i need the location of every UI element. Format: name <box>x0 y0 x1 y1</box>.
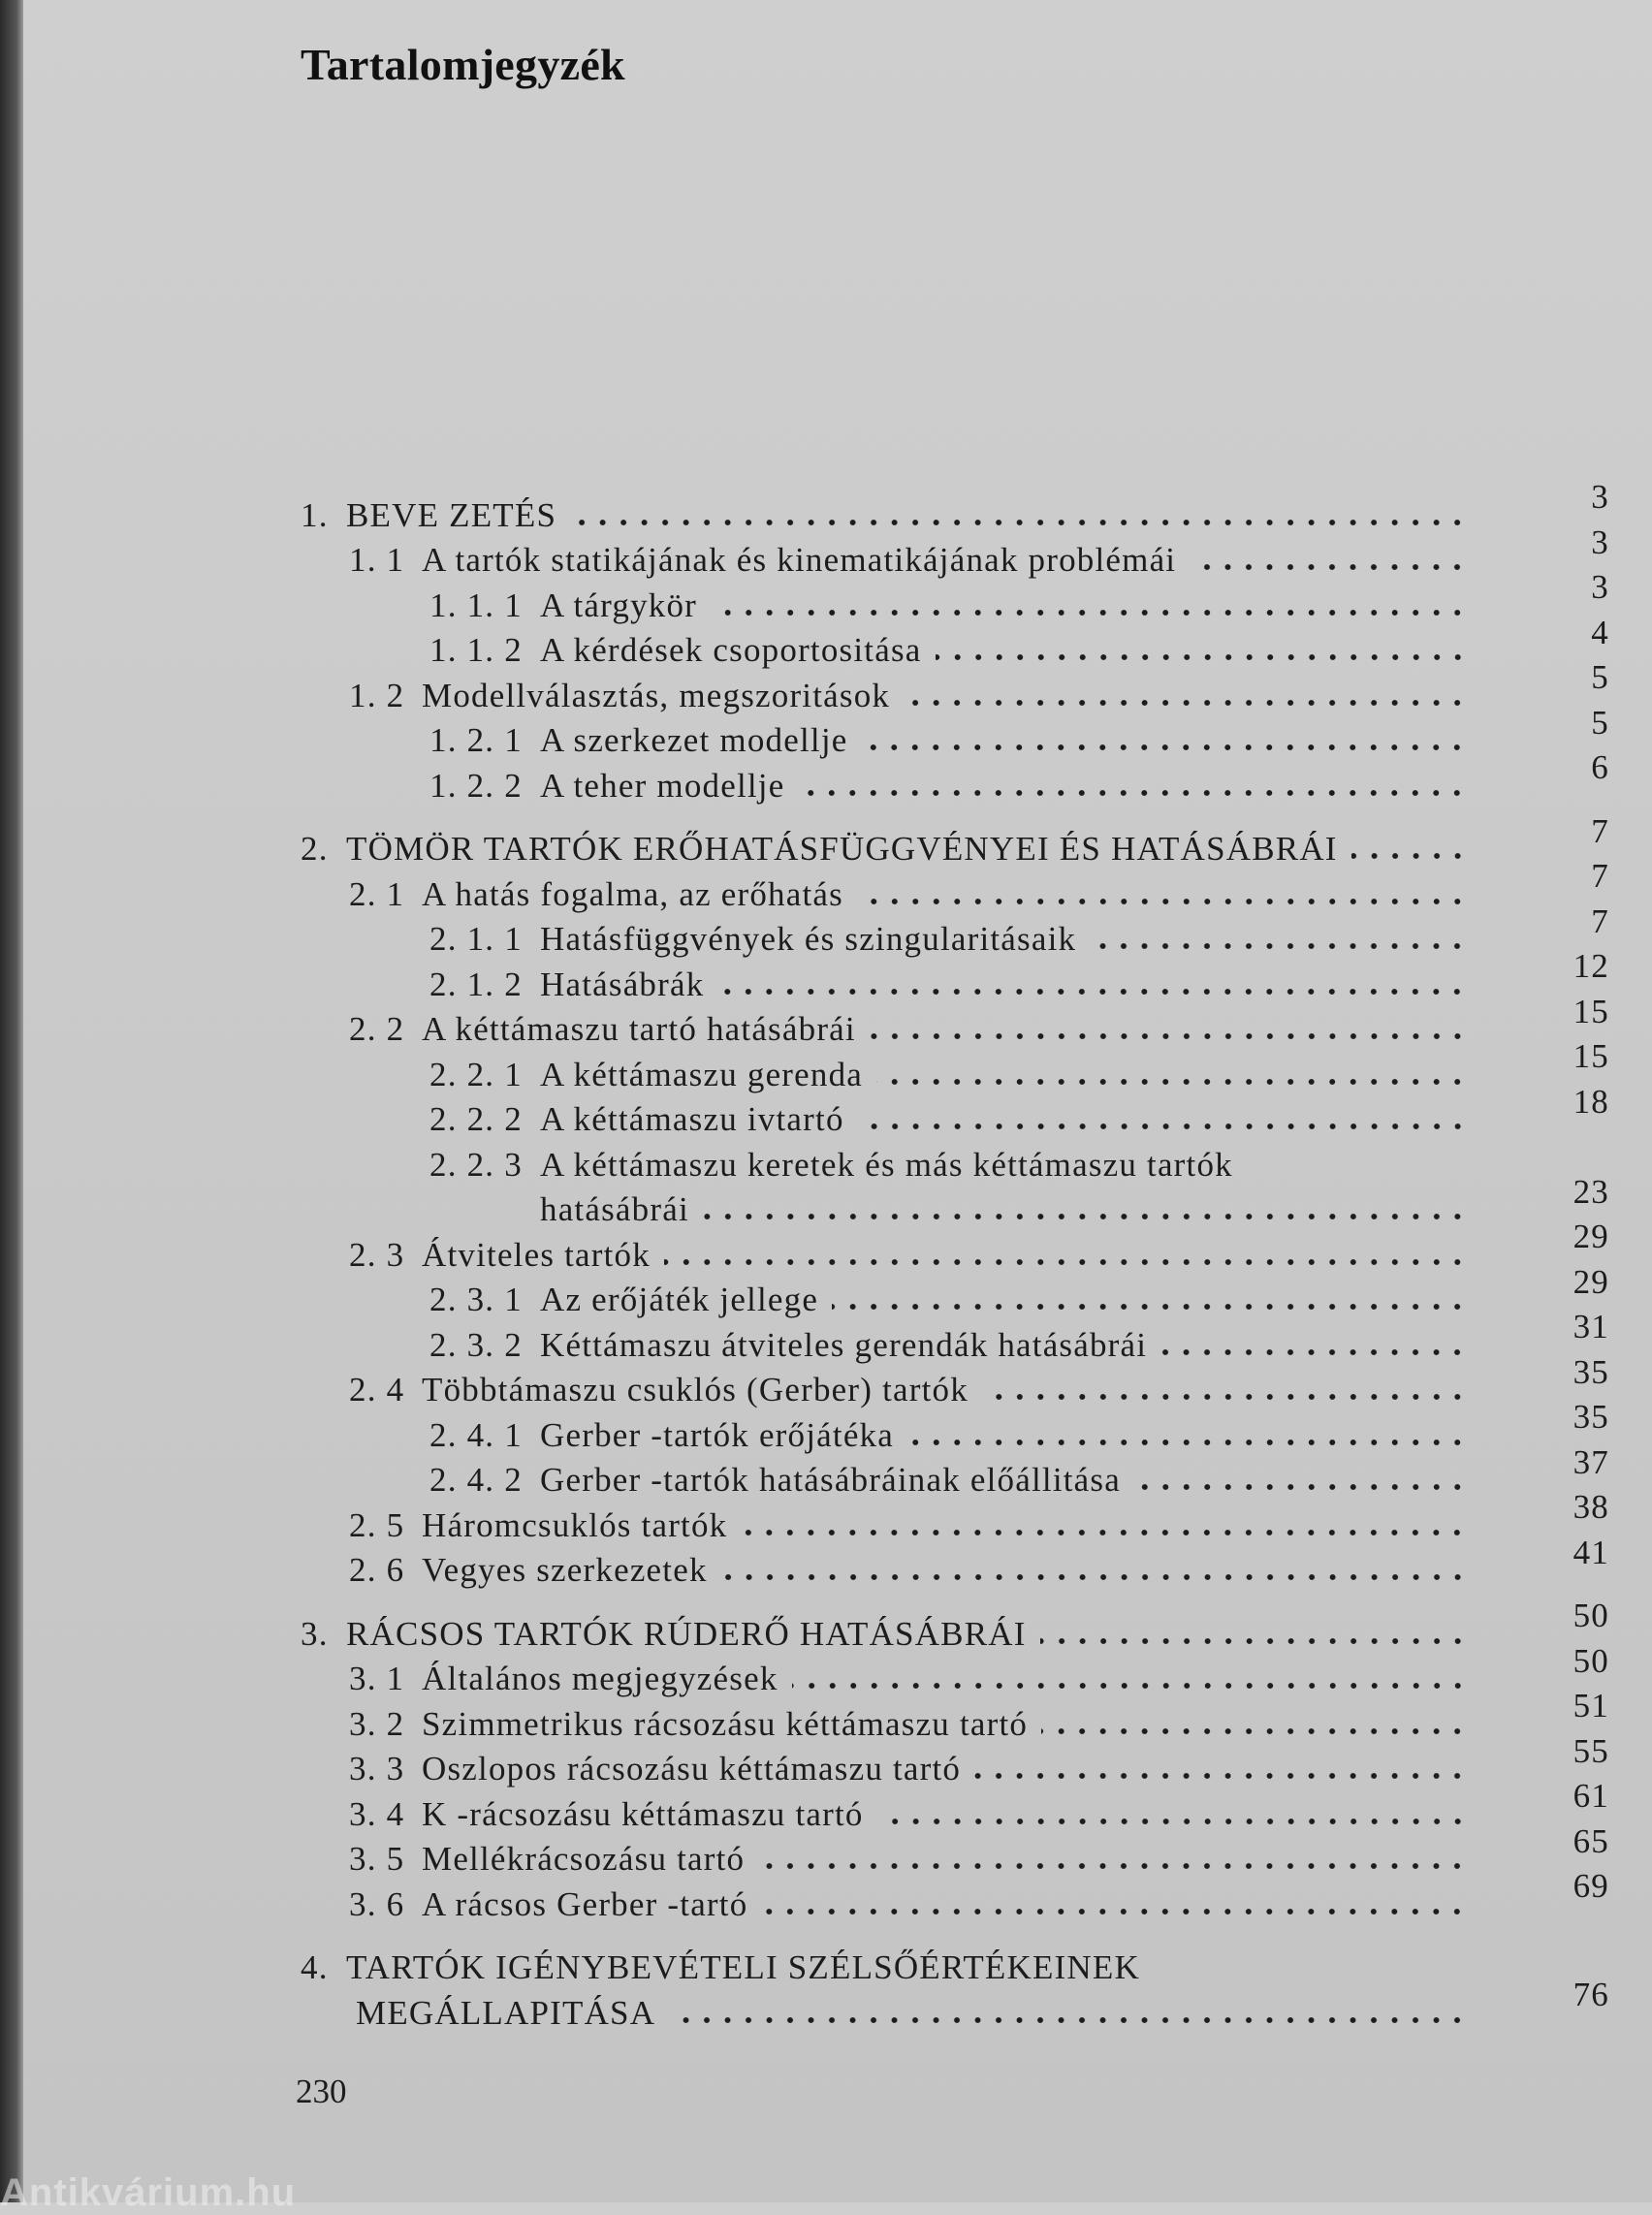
entry-label <box>429 920 1090 959</box>
entry-page: 15 <box>1573 1037 1609 1075</box>
entry-page: 7 <box>1591 902 1609 940</box>
entry-title: Hatásábrák <box>540 965 705 1003</box>
toc-entry[interactable] <box>0 568 1652 625</box>
entry-page: 65 <box>1573 1821 1609 1860</box>
entry-title: Átviteles tartók <box>422 1235 651 1274</box>
entry-label <box>349 1660 792 1698</box>
entry-page: 50 <box>1573 1597 1609 1634</box>
entry-number: 3. <box>301 1614 329 1653</box>
dot-leader <box>877 1817 1468 1826</box>
entry-page: 5 <box>1591 658 1609 696</box>
toc-entry[interactable] <box>0 902 1652 960</box>
entry-number: 2. 4 <box>349 1371 405 1408</box>
entry-title: A kérdések csoportositása <box>540 631 922 669</box>
entry-title: Általános megjegyzések <box>422 1660 778 1697</box>
toc-entry[interactable] <box>0 478 1652 535</box>
entry-title: TÖMÖR TARTÓK ERŐHATÁSFÜGGVÉNYEI ÉS HATÁSÁBRÁI <box>346 830 1338 868</box>
dot-leader <box>982 1392 1468 1402</box>
entry-page: 61 <box>1573 1777 1609 1815</box>
entry-number: 2. 2 <box>349 1010 405 1048</box>
entry-number: 2. 4. 1 <box>429 1415 523 1454</box>
dot-leader <box>861 743 1468 752</box>
entry-number: 2. 1. 1 <box>429 920 523 958</box>
toc-entry[interactable] <box>0 1867 1652 1924</box>
entry-number: 3. 4 <box>349 1794 405 1833</box>
toc-entry[interactable] <box>0 1308 1652 1365</box>
dot-leader <box>703 1212 1468 1221</box>
entry-number: 1. 1 <box>349 541 405 579</box>
toc-entry[interactable] <box>0 613 1652 671</box>
toc-entry[interactable] <box>0 1352 1652 1410</box>
toc-entry[interactable] <box>0 1082 1652 1140</box>
page-number: 230 <box>296 2073 347 2110</box>
entry-label <box>301 1948 1154 1987</box>
entry-page: 23 <box>1573 1172 1609 1211</box>
entry-number: 1. 2 <box>349 676 405 714</box>
toc-entry[interactable] <box>0 1687 1652 1744</box>
entry-title: A rácsos Gerber -tartó <box>422 1884 748 1923</box>
entry-label <box>429 767 798 806</box>
toc-entry[interactable] <box>0 703 1652 761</box>
entry-label <box>429 631 936 670</box>
entry-title: Vegyes szerkezetek <box>422 1551 708 1589</box>
entry-page: 35 <box>1573 1398 1609 1436</box>
entry-label <box>301 1615 1040 1654</box>
entry-number: 2. 2. 2 <box>429 1100 523 1138</box>
dot-leader <box>870 1031 1468 1041</box>
toc-entry[interactable] <box>0 811 1652 870</box>
entry-number: 1. <box>301 495 329 534</box>
entry-label <box>429 1100 858 1139</box>
entry-page: 7 <box>1591 857 1609 895</box>
entry-page: 3 <box>1591 568 1609 606</box>
entry-title: A kéttámaszu ivtartó <box>540 1100 844 1138</box>
dot-leader <box>758 1861 1468 1871</box>
entry-title: RÁCSOS TARTÓK RÚDERŐ HATÁSÁBRÁI <box>346 1614 1027 1653</box>
entry-title: A kéttámaszu gerenda <box>540 1055 864 1093</box>
page-title: Tartalomjegyzék <box>301 40 625 89</box>
dot-leader <box>1134 1482 1468 1492</box>
entry-title: A hatás fogalma, az erőhatás <box>422 874 843 913</box>
entry-title: Gerber -tartók hatásábráinak előállitása <box>540 1461 1121 1499</box>
entry-label <box>349 1795 877 1834</box>
entry-label <box>429 586 711 625</box>
dot-leader <box>721 1572 1468 1582</box>
entry-label <box>349 541 1190 580</box>
entry-number: 1. 2. 1 <box>429 721 523 759</box>
dot-leader <box>798 788 1468 798</box>
entry-title: A kéttámaszu keretek és más kéttámaszu tartók <box>540 1145 1233 1184</box>
entry-label <box>429 965 717 1004</box>
toc-entry[interactable] <box>0 1641 1652 1699</box>
entry-title: Az erőjáték jellege <box>540 1281 819 1318</box>
entry-title: Többtámaszu csuklós (Gerber) tartók <box>422 1371 969 1408</box>
entry-label <box>429 1281 832 1319</box>
toc-entry[interactable] <box>0 1777 1652 1834</box>
entry-page: 3 <box>1591 478 1609 516</box>
entry-title: Gerber -tartók erőjátéka <box>540 1415 894 1454</box>
entry-label <box>349 1236 664 1275</box>
dot-leader <box>1090 941 1468 951</box>
entry-number: 2. 3. 2 <box>429 1325 523 1364</box>
entry-title: Kéttámaszu átviteles gerendák hatásábrái <box>540 1325 1148 1364</box>
toc-entry[interactable] <box>0 947 1652 1004</box>
entry-number: 2. 3 <box>349 1235 405 1274</box>
entry-title: A kéttámaszu tartó hatásábrái <box>422 1010 856 1048</box>
dot-leader <box>904 698 1468 708</box>
entry-page: 5 <box>1591 703 1609 742</box>
entry-title: A tartók statikájának és kinematikájának problémái <box>422 541 1177 579</box>
toc-entry[interactable] <box>0 1533 1652 1591</box>
entry-label <box>349 1010 870 1049</box>
toc-entry[interactable] <box>0 1731 1652 1789</box>
entry-number: 3. 6 <box>349 1884 405 1923</box>
entry-title: Szimmetrikus rácsozásu kéttámaszu tartó <box>422 1704 1029 1743</box>
dot-leader <box>1190 562 1468 572</box>
entry-label <box>429 1461 1134 1500</box>
dot-leader <box>1040 1636 1468 1646</box>
entry-title: Oszlopos rácsozásu kéttámaszu tartó <box>422 1750 962 1788</box>
toc-entry[interactable] <box>0 992 1652 1050</box>
entry-label <box>349 1551 721 1590</box>
toc-entry[interactable] <box>0 1597 1652 1654</box>
entry-label <box>429 1326 1160 1365</box>
dot-leader <box>669 2015 1468 2025</box>
toc-entry[interactable] <box>0 1218 1652 1275</box>
toc-entry-continuation <box>0 1976 1652 2033</box>
dot-leader <box>664 1257 1468 1267</box>
entry-page: 29 <box>1573 1262 1609 1301</box>
entry-number: 2. 3. 1 <box>429 1281 523 1318</box>
entry-page: 31 <box>1573 1308 1609 1345</box>
dot-leader <box>857 897 1468 906</box>
entry-label <box>301 496 570 535</box>
toc-entry[interactable] <box>0 1037 1652 1094</box>
toc-entry[interactable] <box>0 1488 1652 1545</box>
entry-title-continuation: hatásábrái <box>540 1190 689 1228</box>
entry-page: 29 <box>1573 1218 1609 1255</box>
entry-label <box>429 1416 907 1455</box>
toc-entry[interactable] <box>0 1821 1652 1880</box>
toc-entry[interactable] <box>0 522 1652 581</box>
watermark: Antikvárium.hu <box>0 2171 297 2214</box>
dot-leader <box>876 1077 1468 1087</box>
entry-label <box>349 1705 1041 1744</box>
toc-entry[interactable] <box>0 1442 1652 1501</box>
entry-number: 2. 2. 3 <box>429 1145 523 1184</box>
entry-label <box>429 721 861 760</box>
toc-entry[interactable] <box>0 1139 1652 1185</box>
dot-leader <box>858 1122 1468 1131</box>
entry-number: 4. <box>301 1948 329 1986</box>
entry-title-continuation: MEGÁLLAPITÁSA <box>356 1993 656 2032</box>
entry-page: 3 <box>1591 522 1609 561</box>
table-of-contents <box>0 478 1652 2033</box>
entry-number: 2. <box>301 830 329 868</box>
entry-page: 6 <box>1591 748 1609 786</box>
entry-page: 35 <box>1573 1352 1609 1391</box>
entry-number: 2. 6 <box>349 1551 405 1589</box>
entry-page: 15 <box>1573 992 1609 1030</box>
entry-page: 55 <box>1573 1731 1609 1770</box>
entry-title: BEVE ZETÉS <box>346 495 557 534</box>
entry-title: Háromcsuklós tartók <box>422 1505 728 1544</box>
dot-leader <box>570 518 1468 527</box>
entry-page: 7 <box>1591 811 1609 850</box>
entry-page: 50 <box>1573 1641 1609 1680</box>
entry-label <box>301 830 1351 869</box>
dot-leader <box>832 1302 1468 1312</box>
entry-number: 3. 2 <box>349 1704 405 1743</box>
entry-label <box>349 1885 761 1924</box>
entry-title: Modellválasztás, megszoritások <box>422 676 891 714</box>
entry-page: 37 <box>1573 1442 1609 1481</box>
toc-entry-continuation <box>0 1172 1652 1230</box>
entry-number: 3. 5 <box>349 1840 405 1878</box>
entry-number: 1. 1. 2 <box>429 631 523 669</box>
entry-label <box>349 677 904 715</box>
dot-leader <box>761 1907 1468 1916</box>
dot-leader <box>1041 1726 1468 1736</box>
entry-title: A teher modellje <box>540 766 785 805</box>
entry-number: 1. 1. 1 <box>429 585 523 624</box>
entry-label <box>349 1750 974 1788</box>
toc-entry[interactable] <box>0 1943 1652 1988</box>
entry-number: 2. 4. 2 <box>429 1461 523 1499</box>
dot-leader <box>936 652 1468 662</box>
dot-leader <box>741 1528 1468 1537</box>
entry-title: A tárgykör <box>540 585 698 624</box>
entry-number: 3. 1 <box>349 1660 405 1697</box>
entry-label <box>349 1840 758 1879</box>
toc-entry[interactable] <box>0 748 1652 806</box>
entry-number: 1. 2. 2 <box>429 766 523 805</box>
entry-number: 2. 5 <box>349 1505 405 1544</box>
entry-label <box>349 1506 741 1545</box>
toc-entry[interactable] <box>0 1398 1652 1455</box>
entry-page: 41 <box>1573 1533 1609 1571</box>
entry-page: 4 <box>1591 613 1609 651</box>
entry-number: 2. 2. 1 <box>429 1055 523 1093</box>
entry-title: A szerkezet modellje <box>540 721 848 759</box>
toc-entry[interactable] <box>0 658 1652 715</box>
entry-number: 2. 1. 2 <box>429 965 523 1003</box>
entry-label <box>349 875 857 914</box>
entry-title: K -rácsozásu kéttámaszu tartó <box>422 1794 864 1833</box>
entry-title: Mellékrácsozásu tartó <box>422 1840 746 1878</box>
entry-number: 3. 3 <box>349 1750 405 1788</box>
dot-leader <box>1160 1347 1468 1357</box>
entry-label <box>349 1371 982 1409</box>
entry-page: 12 <box>1573 947 1609 985</box>
entry-title: Hatásfüggvények és szingularitásaik <box>540 920 1077 958</box>
dot-leader <box>792 1681 1468 1691</box>
dot-leader <box>711 608 1468 617</box>
entry-page: 38 <box>1573 1488 1609 1526</box>
dot-leader <box>907 1438 1468 1447</box>
toc-entry[interactable] <box>0 857 1652 914</box>
entry-page: 51 <box>1573 1687 1609 1725</box>
dot-leader <box>974 1771 1468 1781</box>
entry-title: TARTÓK IGÉNYBEVÉTELI SZÉLSŐÉRTÉKEINEK <box>346 1948 1140 1986</box>
entry-label <box>429 1056 876 1094</box>
dot-leader <box>1351 851 1468 861</box>
entry-label <box>429 1146 1247 1185</box>
entry-page: 69 <box>1573 1867 1609 1905</box>
entry-page: 18 <box>1573 1082 1609 1121</box>
toc-entry[interactable] <box>0 1262 1652 1320</box>
entry-number: 2. 1 <box>349 874 405 913</box>
entry-page: 76 <box>1573 1976 1609 2013</box>
dot-leader <box>717 987 1468 997</box>
